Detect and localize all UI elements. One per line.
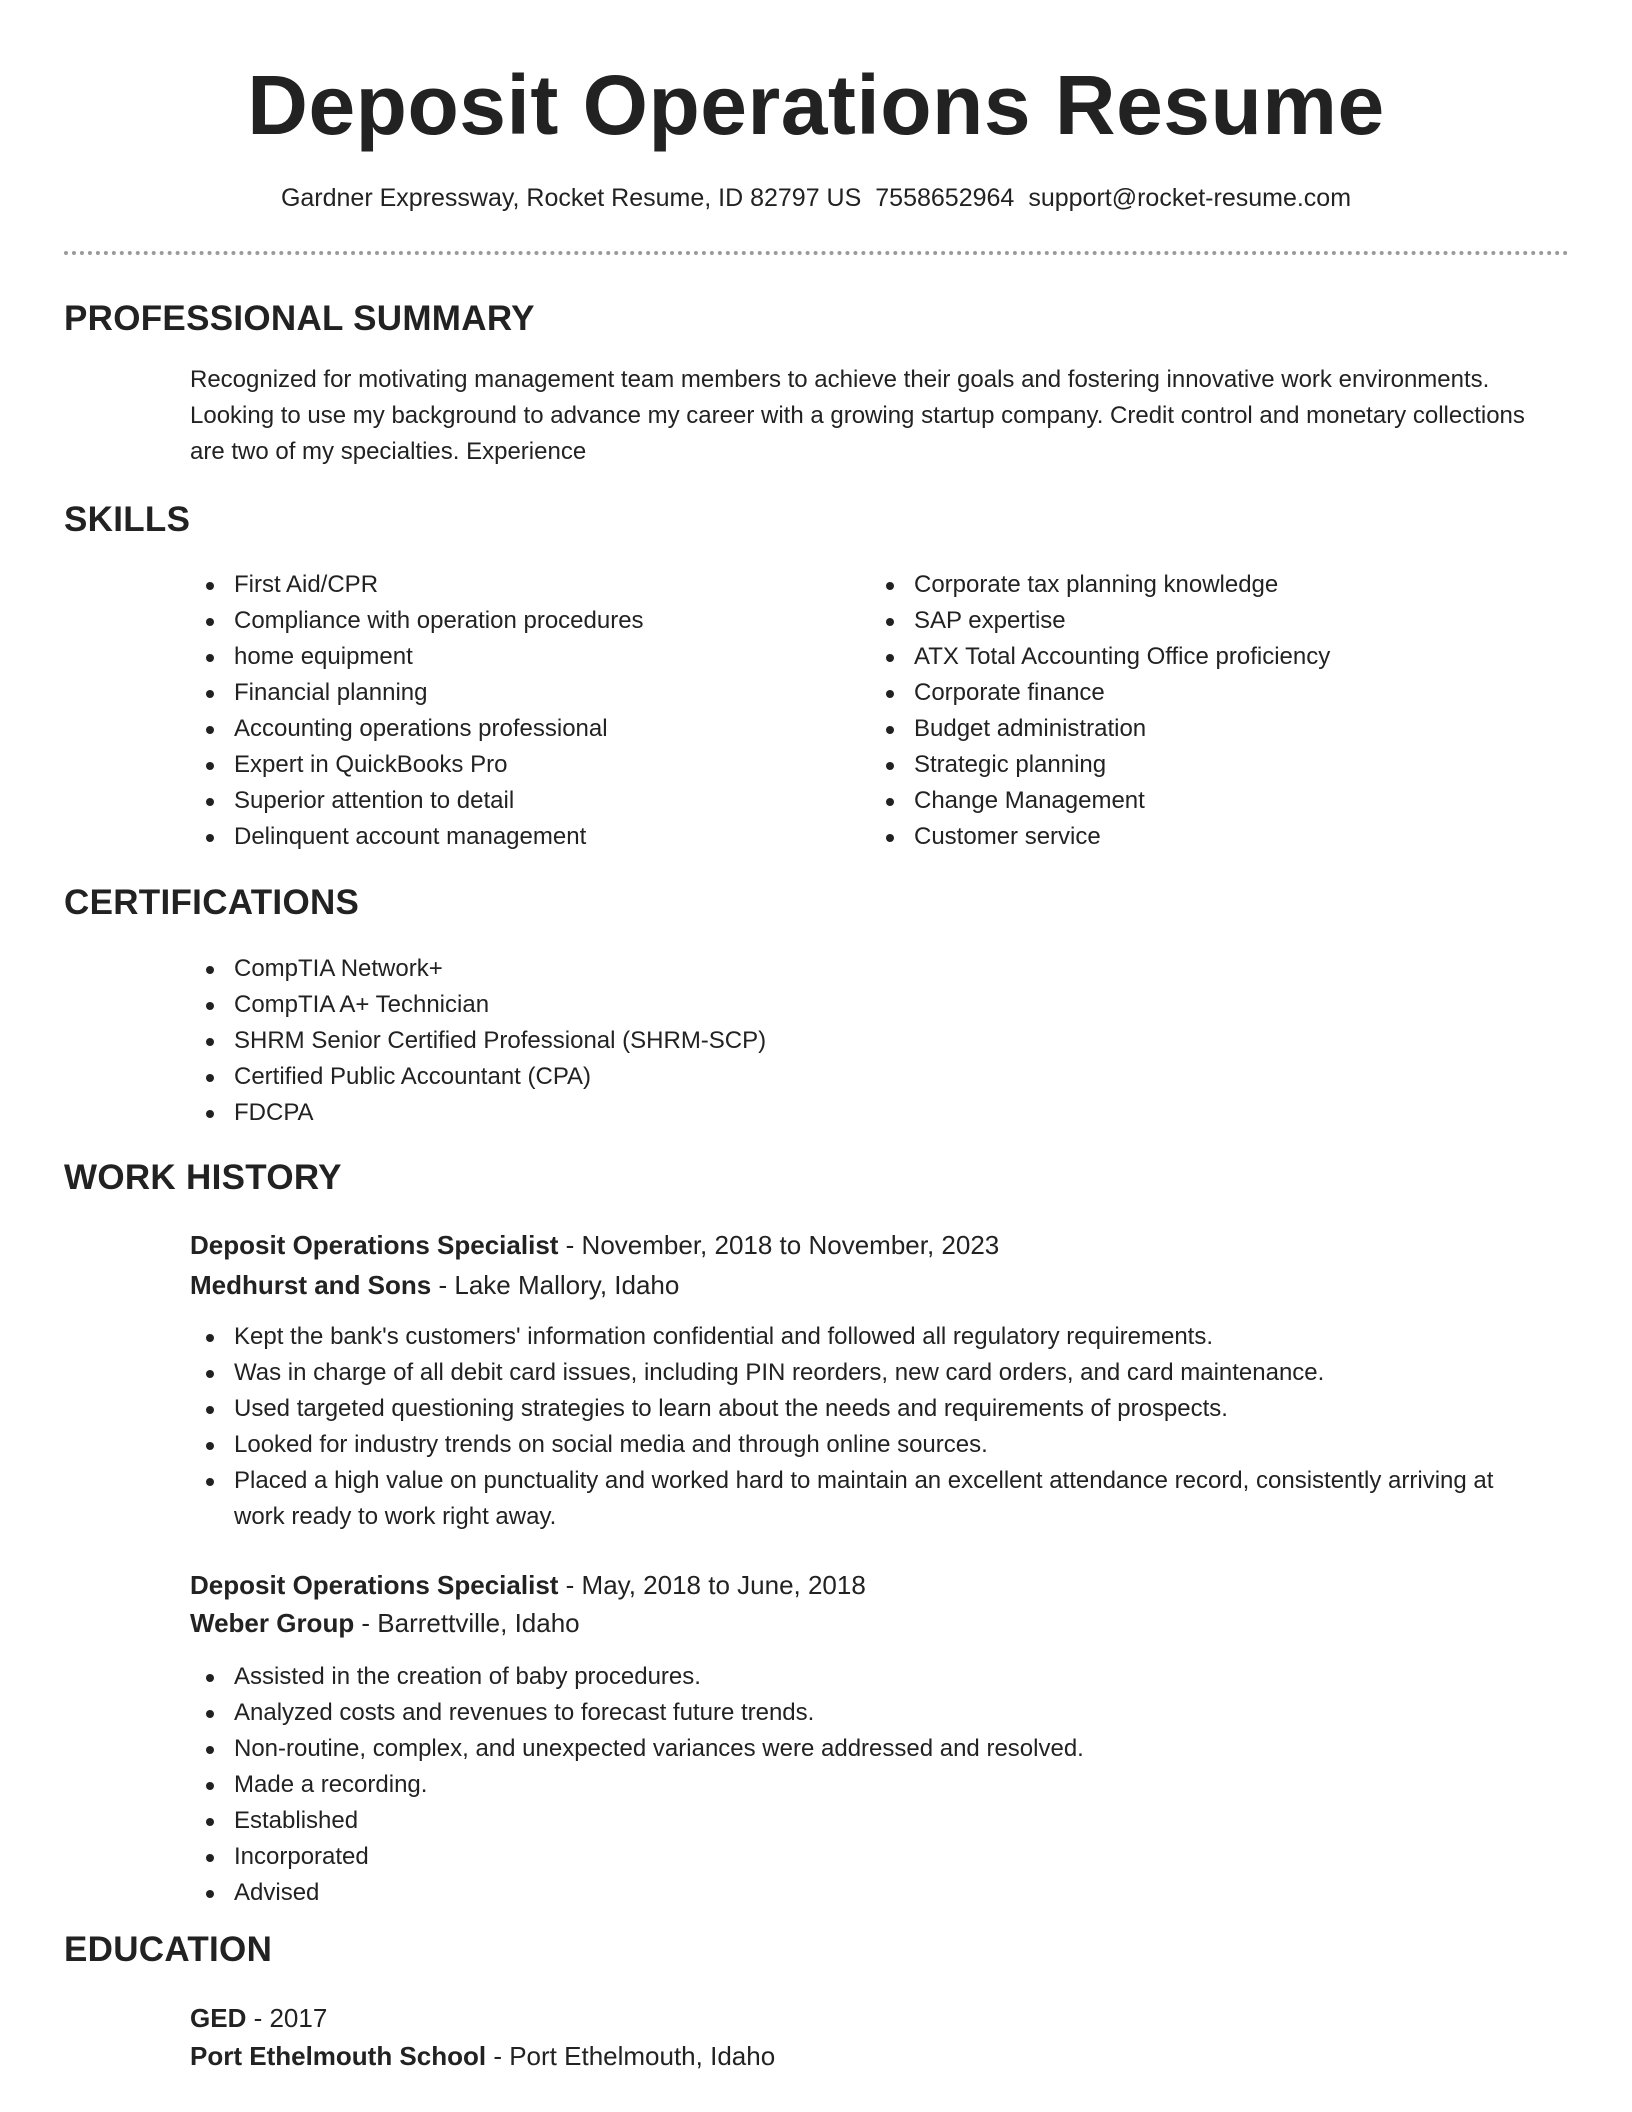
job-2-company-line <box>190 1604 580 1642</box>
list-item: Non-routine, complex, and unexpected variances were addressed and resolved. <box>190 1731 1550 1767</box>
list-item: Established <box>190 1803 1550 1839</box>
list-item: Superior attention to detail <box>190 783 850 819</box>
education-location: - Port Ethelmouth, Idaho <box>486 2041 776 2071</box>
job-location: - Barrettville, Idaho <box>354 1608 580 1638</box>
list-item: Change Management <box>870 783 1530 819</box>
job-1-duties <box>190 1319 1550 1535</box>
contact-email: support@rocket-resume.com <box>1028 184 1352 212</box>
job-dates: - November, 2018 to November, 2023 <box>558 1230 1000 1260</box>
list-item: Financial planning <box>190 675 850 711</box>
job-title: Deposit Operations Specialist <box>190 1230 559 1260</box>
contact-phone: 7558652964 <box>875 184 1015 212</box>
list-item: Accounting operations professional <box>190 711 850 747</box>
list-item: Compliance with operation procedures <box>190 603 850 639</box>
list-item: home equipment <box>190 639 850 675</box>
list-item: Certified Public Accountant (CPA) <box>190 1059 1090 1095</box>
job-title: Deposit Operations Specialist <box>190 1570 559 1600</box>
list-item: Customer service <box>870 819 1530 855</box>
work-history-heading: WORK HISTORY <box>64 1158 342 1197</box>
job-company: Medhurst and Sons <box>190 1270 432 1300</box>
list-item: Looked for industry trends on social media and through online sources. <box>190 1427 1550 1463</box>
contact-address: Gardner Expressway, Rocket Resume, ID 82797 US <box>280 184 862 212</box>
list-item: Made a recording. <box>190 1767 1550 1803</box>
job-1-title-line <box>190 1226 999 1264</box>
summary-text: Recognized for motivating management team members to achieve their goals and fostering innovative work environments. Looking to use my background to advance my career with a growing startup company. Credit control and monetary collections are two of my specialties. Experience <box>190 366 1525 465</box>
list-item: Incorporated <box>190 1839 1550 1875</box>
education-degree-line <box>190 1999 327 2037</box>
job-company: Weber Group <box>190 1608 355 1638</box>
skills-heading: SKILLS <box>64 500 191 539</box>
list-item: Kept the bank's customers' information confidential and followed all regulatory requirements. <box>190 1319 1550 1355</box>
skills-list-left <box>190 567 850 855</box>
list-item: First Aid/CPR <box>190 567 850 603</box>
contact-line <box>0 182 1632 214</box>
list-item: SAP expertise <box>870 603 1530 639</box>
list-item: CompTIA Network+ <box>190 951 1090 987</box>
job-location: - Lake Mallory, Idaho <box>431 1270 680 1300</box>
list-item: Was in charge of all debit card issues, including PIN reorders, new card orders, and card maintenance. <box>190 1355 1550 1391</box>
education-degree: GED <box>190 2003 247 2033</box>
education-heading: EDUCATION <box>64 1930 273 1969</box>
list-item: Expert in QuickBooks Pro <box>190 747 850 783</box>
list-item: Delinquent account management <box>190 819 850 855</box>
job-dates: - May, 2018 to June, 2018 <box>558 1570 866 1600</box>
list-item: Strategic planning <box>870 747 1530 783</box>
job-1-company-line <box>190 1266 679 1304</box>
education-school: Port Ethelmouth School <box>190 2041 487 2071</box>
summary-heading: PROFESSIONAL SUMMARY <box>64 299 535 338</box>
header-divider <box>64 251 1569 255</box>
list-item: CompTIA A+ Technician <box>190 987 1090 1023</box>
list-item: ATX Total Accounting Office proficiency <box>870 639 1530 675</box>
list-item: Advised <box>190 1875 1550 1911</box>
list-item: Budget administration <box>870 711 1530 747</box>
education-school-line <box>190 2037 775 2075</box>
list-item: FDCPA <box>190 1095 1090 1131</box>
list-item: SHRM Senior Certified Professional (SHRM-SCP) <box>190 1023 1090 1059</box>
list-item: Placed a high value on punctuality and worked hard to maintain an excellent attendance record, consistently arriving at work ready to work right away. <box>190 1463 1550 1535</box>
certifications-heading: CERTIFICATIONS <box>64 883 360 922</box>
resume-title: Deposit Operations Resume <box>247 58 1385 152</box>
list-item: Assisted in the creation of baby procedures. <box>190 1659 1550 1695</box>
list-item: Analyzed costs and revenues to forecast future trends. <box>190 1695 1550 1731</box>
list-item: Used targeted questioning strategies to learn about the needs and requirements of prospects. <box>190 1391 1550 1427</box>
list-item: Corporate finance <box>870 675 1530 711</box>
certifications-list <box>190 951 1090 1131</box>
job-2-duties <box>190 1659 1550 1911</box>
list-item: Corporate tax planning knowledge <box>870 567 1530 603</box>
education-year: - 2017 <box>246 2003 328 2033</box>
job-2-title-line <box>190 1566 866 1604</box>
skills-list-right <box>870 567 1530 855</box>
